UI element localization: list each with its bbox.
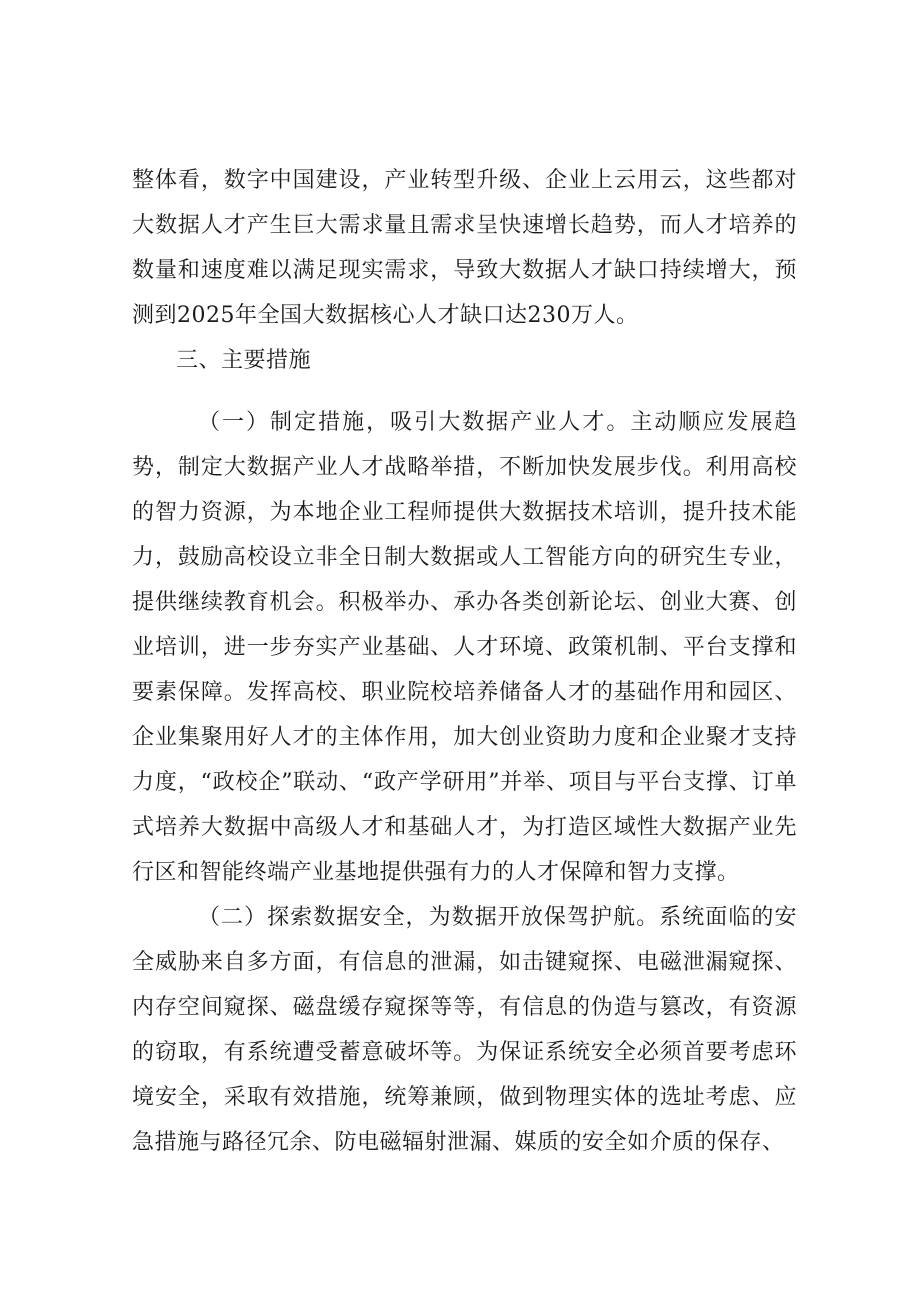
paragraph-measure-2: （二）探索数据安全，为数据开放保驾护航。系统面临的安全威胁来自多方面，有信息的泄漏，如击键窥探、电磁泄漏窥探、内存空间窥探、磁盘缓存窥探等等，有信息的伪造与篡改，有资源的窃取，有系统遭受蓄意破坏等。为保证系统安全必须首要考虑环境安全，采取有效措施，统筹兼顾，做到物理实体的选址考虑、应急措施与路径冗余、防电磁辐射泄漏、媒质的安全如介质的保存、 — [132, 905, 797, 1155]
document-body — [132, 158, 797, 1165]
section-heading-main-measures: 三、主要措施 — [176, 348, 312, 373]
paragraph-measure-1: （一）制定措施，吸引大数据产业人才。主动顺应发展趋势，制定大数据产业人才战略举措，不断加快发展步伐。利用高校的智力资源，为本地企业工程师提供大数据技术培训，提升技术能力，鼓励高校设立非全日制大数据或人工智能方向的研究生专业，提供继续教育机会。积极举办、承办各类创新论坛、创业大赛、创业培训，进一步夯实产业基础、人才环境、政策机制、平台支撑和要素保障。发挥高校、职业院校培养储备人才的基础作用和园区、企业集聚用好人才的主体作用，加大创业资助力度和企业聚才支持力度，“政校企”联动、“政产学研用”并举、项目与平台支撑、订单式培养大数据中高级人才和基础人才，为打造区域性大数据产业先行区和智能终端产业基地提供强有力的人才保障和智力支撑。 — [132, 410, 797, 885]
paragraph-intro: 整体看，数字中国建设，产业转型升级、企业上云用云，这些都对大数据人才产生巨大需求量且需求呈快速增长趋势，而人才培养的数量和速度难以满足现实需求，导致大数据人才缺口持续增大，预测到2025年全国大数据核心人才缺口达230万人。 — [132, 168, 797, 328]
